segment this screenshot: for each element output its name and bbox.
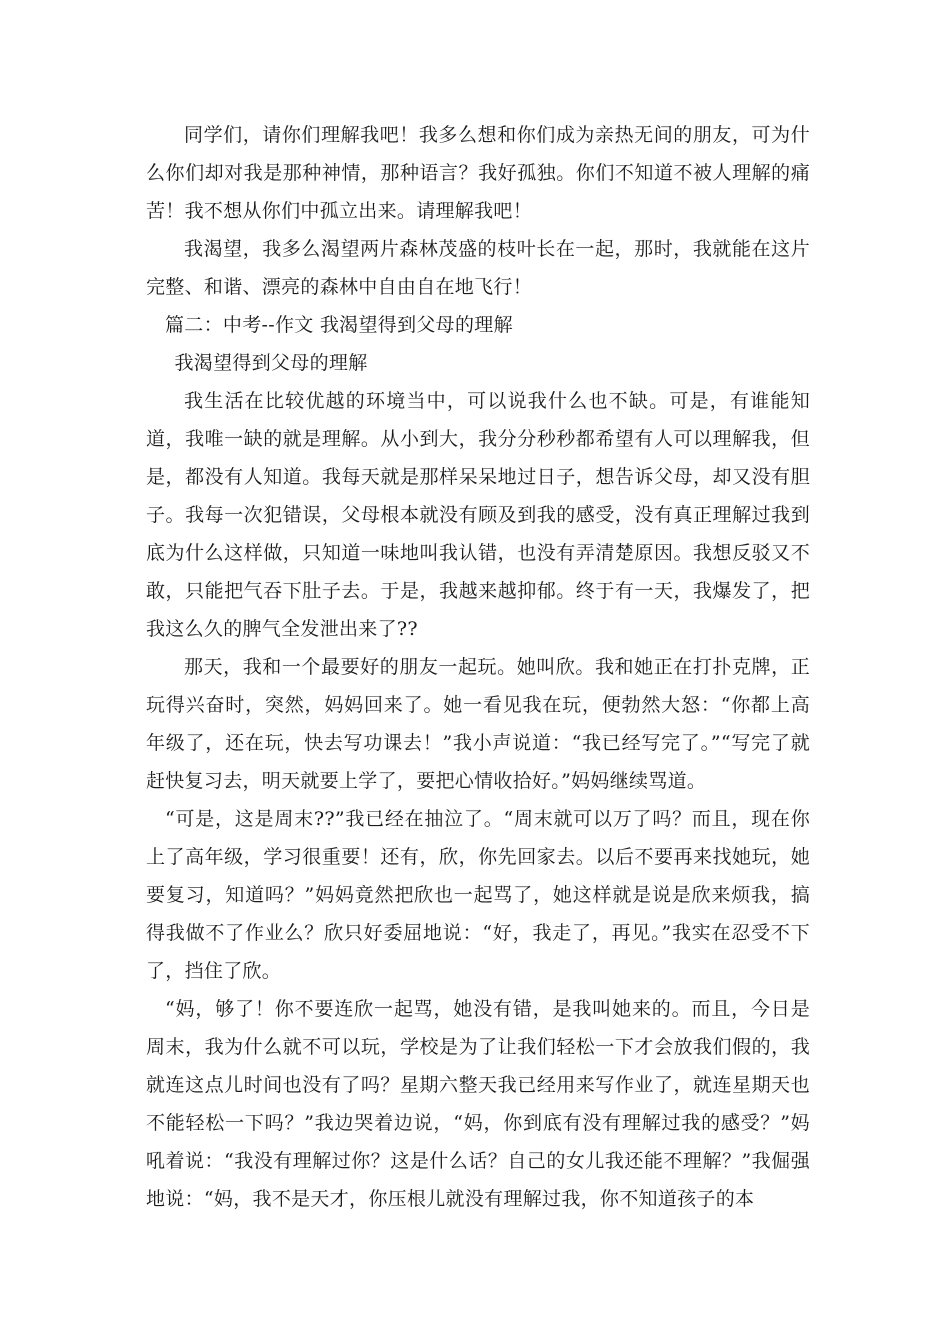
- article-title: 我渴望得到父母的理解: [174, 352, 368, 374]
- paragraph-body-1: 我生活在比较优越的环境当中，可以说我什么也不缺。可是，有谁能知道，我唯一缺的就是理解。从小到大，我分分秒秒都希望有人可以理解我，但是，都没有人知道。我每天就是那样呆呆地过日子，想告诉父母，却又没有胆子。我每一次犯错误，父母根本就没有顾及到我的感受，没有真正理解过我到底为什么这样做，只知道一味地叫我认错，也没有弄清楚原因。我想反驳又不敢，只能把气吞下肚子去。于是，我越来越抑郁。终于有一天，我爆发了，把我这么久的脾气全发泄出来了??: [146, 390, 810, 640]
- document-text-body: [146, 116, 810, 1218]
- paragraph-plea-to-classmates: 同学们，请你们理解我吧！我多么想和你们成为亲热无间的朋友，可为什么你们却对我是那种神情，那种语言？我好孤独。你们不知道不被人理解的痛苦！我不想从你们中孤立出来。请理解我吧！: [146, 124, 810, 222]
- paragraph-body-4: “妈，够了！你不要连欣一起骂，她没有错，是我叫她来的。而且，今日是周末，我为什么就不可以玩，学校是为了让我们轻松一下才会放我们假的，我就连这点儿时间也没有了吗？星期六整天我已经用来写作业了，就连星期天也不能轻松一下吗？”我边哭着边说，“妈，你到底有没有理解过我的感受？”妈吼着说：“我没有理解过你？这是什么话？自己的女儿我还能不理解？”我倔强地说：“妈，我不是天才，你压根儿就没有理解过我，你不知道孩子的本: [146, 998, 810, 1210]
- paragraph-body-3: “可是，这是周末??”我已经在抽泣了。“周末就可以万了吗？而且，现在你上了高年级，学习很重要！还有，欣，你先回家去。以后不要再来找她玩，她要复习，知道吗？”妈妈竟然把欣也一起骂了，她这样就是说是欣来烦我，搞得我做不了作业么？欣只好委屈地说：“好，我走了，再见。”我实在忍受不下了，挡住了欣。: [146, 808, 810, 982]
- paragraph-body-2: 那天，我和一个最要好的朋友一起玩。她叫欣。我和她正在打扑克牌，正玩得兴奋时，突然，妈妈回来了。她一看见我在玩，便勃然大怒：“你都上高年级了，还在玩，快去写功课去！”我小声说道：“我已经写完了。”“写完了就赶快复习去，明天就要上学了，要把心情收拾好。”妈妈继续骂道。: [146, 656, 810, 792]
- section-heading: 篇二：中考--作文 我渴望得到父母的理解: [165, 314, 513, 336]
- paragraph-forest-wish: 我渴望，我多么渴望两片森林茂盛的枝叶长在一起，那时，我就能在这片完整、和谐、漂亮的森林中自由自在地飞行！: [146, 238, 810, 298]
